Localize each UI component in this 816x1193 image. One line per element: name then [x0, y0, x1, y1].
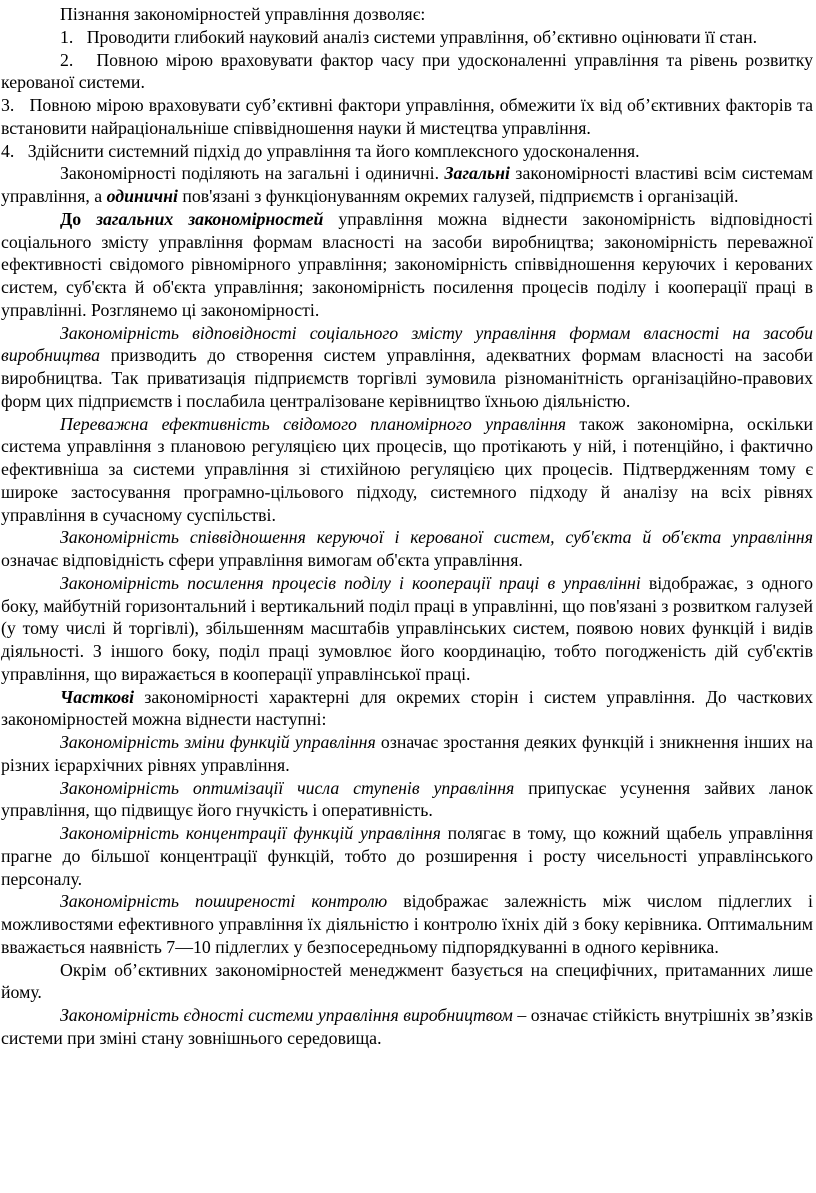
text-run: управління можна віднести закономірність відповідності соціального змісту управління формам власності на засоби виробництва; закономірність переважної ефективності свідомого рівномірного управління; закономірність співвідношення керуючих і керованих систем, суб'єкта й об'єкта управління; закономірність посилення процесів поділу і кооперації праці в управлінні. Розглянемо ці закономірності.	[1, 208, 814, 320]
italic-term: Переважна ефективність свідомого планомірного управління	[60, 413, 567, 434]
emphasis-term: Часткові	[60, 686, 135, 707]
text-run: також закономірна, оскільки система управління з плановою регуляцією цих процесів, що протікають у ній, і потенційно, і фактично ефективніша за системи управління зі стихійною регуляцією цих процесів. Підтвердженням тому є широке застосування програмно-цільового підходу, системного підходу й аналізу на всіх рівнях управління в сучасному суспільстві.	[1, 413, 813, 525]
list-item	[1, 26, 813, 49]
general-paragraph	[1, 162, 813, 208]
text-run: Закономірності поділяють на загальні і одиничні.	[60, 163, 445, 184]
division-paragraph	[1, 572, 813, 686]
list-text: Проводити глибокий науковий аналіз системи управління, об’єктивно оцінювати її стан.	[86, 26, 758, 47]
to-general-paragraph	[1, 208, 813, 322]
text-run: призводить до створення систем управління, адекватних формам власності на засоби виробництва. Так приватизація підприємств торгівлі зумовила різноманітність організаційно-правових форм цих підприємств і послабила централізоване керівництво їхньою діяльністю.	[1, 345, 813, 411]
emphasis-term: загальних закономірностей	[96, 208, 324, 229]
list-text: Здійснити системний підхід до управління та його комплексного удосконалення.	[27, 140, 640, 161]
list-text: Повною мірою враховувати фактор часу при удосконаленні управління та рівень розвитку керованої системи.	[1, 49, 813, 93]
list-item	[1, 140, 813, 163]
list-number: 2.	[60, 49, 74, 70]
list-item	[1, 49, 813, 95]
specific-paragraph: Окрім об’єктивних закономірностей менеджмент базується на специфічних, притаманних лише йому.	[1, 959, 813, 1003]
italic-term: Закономірність співвідношення керуючої і керованої систем, суб'єкта й об'єкта управління	[60, 527, 813, 548]
text-run: закономірності характерні для окремих сторін і систем управління. До часткових закономірностей можна віднести наступні:	[1, 686, 813, 730]
italic-term: Закономірність концентрації функцій управління	[60, 823, 441, 843]
change-paragraph	[1, 731, 813, 777]
list-item	[1, 94, 813, 140]
text-run: відображає залежність між числом підлеглих і можливостями ефективного управління їх діяльністю і контролю їхніх дій з боку керівника. Оптимальним вважається наявність 7—10 підлеглих у безпосередньому підпорядкуванні в одного керівника.	[1, 891, 813, 957]
text-run: – означає стійкість внутрішніх зв’язків системи при зміні стану зовнішнього середовища.	[1, 1005, 813, 1048]
italic-term: Закономірність поширеності контролю	[60, 891, 388, 912]
italic-term: Закономірність відповідності соціального змісту управління формам власності на засоби виробництва	[1, 322, 813, 366]
emphasis-term: Загальні	[444, 163, 510, 184]
ownership-paragraph	[1, 322, 813, 413]
text-run: пов'язані з функціонуванням окремих галузей, підприємств і організацій.	[177, 186, 739, 206]
italic-term: Закономірність оптимізації числа ступенів управління	[60, 777, 515, 798]
text-run: закономірності властиві всім системам управління, а	[1, 163, 813, 206]
text-run: означає відповідність сфери управління вимогам об'єкта управління.	[1, 550, 523, 570]
ratio-paragraph	[1, 526, 813, 572]
text-run: полягає в тому, що кожний щабель управління прагне до більшої концентрації функцій, тобто до розширення і росту чисельності управлінського персоналу.	[1, 823, 813, 889]
optimize-paragraph	[1, 777, 813, 823]
partial-paragraph	[1, 686, 813, 732]
list-number: 4.	[1, 140, 15, 161]
text-run: припускає усунення зайвих ланок управління, що підвищує його гнучкість і оперативність.	[1, 777, 813, 821]
text-run: відображає, з одного боку, майбутній горизонтальний і вертикальний поділ праці в управлінні, що пов'язані з розвитком галузей (у тому числі й торгівлі), збільшенням масштабів управлінських систем, появою нових функцій і видів діяльності. З іншого боку, поділ праці зумовлює його координацію, тобто погодженість дій суб'єктів управління, що виражається в кооперації управлінської праці.	[1, 572, 814, 684]
italic-term: Закономірність єдності системи управління виробництвом	[60, 1005, 513, 1025]
text-run: означає зростання деяких функцій і зникнення інших на різних ієрархічних рівнях управління.	[1, 732, 814, 775]
list-number: 3.	[1, 95, 15, 115]
list-text: Повною мірою враховувати суб’єктивні фактори управління, обмежити їх від об’єктивних факторів та встановити найраціональніше співвідношення науки й мистецтва управління.	[1, 95, 813, 138]
text-run: До	[60, 208, 97, 229]
italic-term: Закономірність посилення процесів поділу і кооперації праці в управлінні	[60, 572, 641, 593]
planned-paragraph	[1, 413, 813, 527]
control-paragraph	[1, 890, 813, 958]
concentration-paragraph	[1, 822, 813, 890]
list-number: 1.	[60, 26, 74, 47]
intro-paragraph: Пізнання закономірностей управління дозволяє:	[60, 4, 426, 24]
italic-term: Закономірність зміни функцій управління	[60, 732, 376, 752]
emphasis-term: одиничні	[106, 186, 178, 206]
unity-paragraph	[1, 1004, 813, 1050]
